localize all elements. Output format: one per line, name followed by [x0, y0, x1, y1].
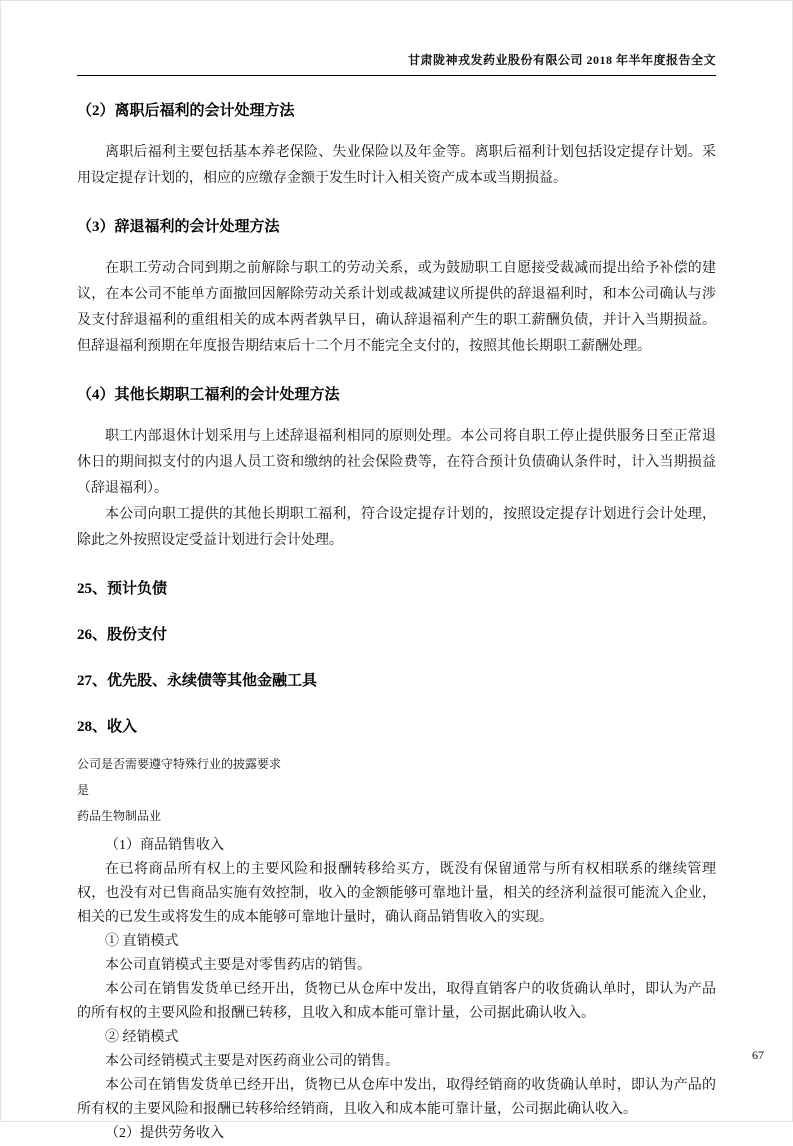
section-heading: 28、收入	[77, 719, 138, 735]
paragraph: 离职后福利主要包括基本养老保险、失业保险以及年金等。离职后福利计划包括设定提存计划。采用设定提存计划的，相应的应缴存金额于发生时计入相关资产成本或当期损益。	[77, 145, 716, 186]
page-footer	[752, 1048, 764, 1063]
page-number: 67	[752, 1048, 764, 1062]
paragraph: 在已将商品所有权上的主要风险和报酬转移给买方，既没有保留通常与所有权相联系的继续管理权，也没有对已售商品实施有效控制，收入的金额能够可靠地计量，相关的经济利益很可能流入企业，相关的已发生或将发生的成本能够可靠地计量时，确认商品销售收入的实现。	[77, 862, 716, 925]
section-heading: （2）离职后福利的会计处理方法	[77, 103, 295, 119]
paragraph: 本公司在销售发货单已经开出，货物已从仓库中发出，取得经销商的收货确认单时，即认为产品的所有权的主要风险和报酬已转移给经销商，且收入和成本能可靠计量，公司据此确认收入。	[77, 1078, 716, 1117]
section-heading: （4）其他长期职工福利的会计处理方法	[77, 387, 340, 403]
paragraph: （1）商品销售收入	[105, 838, 224, 853]
section-heading: 25、预计负债	[77, 581, 168, 597]
paragraph: 本公司在销售发货单已经开出，货物已从仓库中发出，取得直销客户的收货确认单时，即认为产品的所有权的主要风险和报酬已转移，且收入和成本能可靠计量，公司据此确认收入。	[77, 982, 716, 1021]
report-header-title: 甘肃陇神戎发药业股份有限公司 2018 年半年度报告全文	[407, 53, 716, 67]
paragraph: 在职工劳动合同到期之前解除与职工的劳动关系，或为鼓励职工自愿接受裁减而提出给予补偿的建议，在本公司不能单方面撤回因解除劳动关系计划或裁减建议所提供的辞退福利时，和本公司确认与涉及支付辞退福利的重组相关的成本两者孰早日，确认辞退福利产生的职工薪酬负债，并计入当期损益。但辞退福利预期在年度报告期结束后十二个月不能完全支付的，按照其他长期职工薪酬处理。	[77, 261, 716, 354]
disclosure-line: 药品生物制品业	[77, 809, 162, 823]
page-header	[77, 51, 716, 76]
section-heading: 27、优先股、永续债等其他金融工具	[77, 673, 318, 689]
header-divider	[77, 75, 716, 76]
paragraph: ① 直销模式	[105, 934, 179, 949]
section-heading: （3）辞退福利的会计处理方法	[77, 219, 280, 235]
document-content	[77, 100, 716, 1146]
paragraph: （2）提供劳务收入	[105, 1126, 224, 1141]
disclosure-line: 公司是否需要遵守特殊行业的披露要求	[77, 757, 282, 771]
paragraph: 本公司直销模式主要是对零售药店的销售。	[105, 958, 371, 973]
paragraph: 本公司向职工提供的其他长期职工福利，符合设定提存计划的，按照设定提存计划进行会计处理，除此之外按照设定受益计划进行会计处理。	[77, 507, 716, 548]
disclosure-line: 是	[77, 783, 90, 797]
section-heading: 26、股份支付	[77, 627, 168, 643]
paragraph: 职工内部退休计划采用与上述辞退福利相同的原则处理。本公司将自职工停止提供服务日至正常退休日的期间拟支付的内退人员工资和缴纳的社会保险费等，在符合预计负债确认条件时，计入当期损益（辞退福利）。	[77, 429, 716, 496]
paragraph: ② 经销模式	[105, 1030, 179, 1045]
paragraph: 本公司经销模式主要是对医药商业公司的销售。	[105, 1054, 399, 1069]
